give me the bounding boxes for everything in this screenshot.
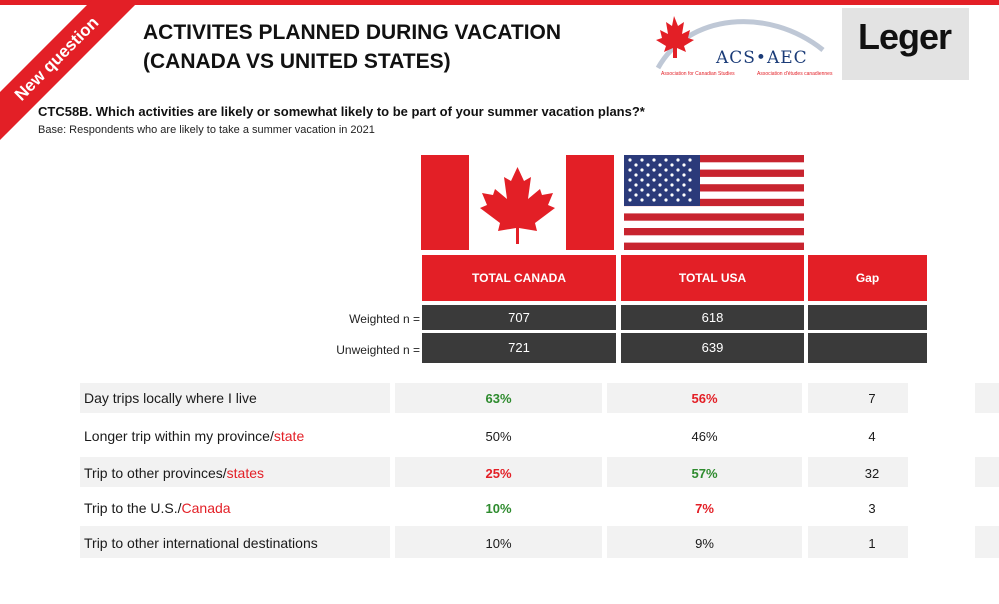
title-line-2: (CANADA VS UNITED STATES) (143, 50, 451, 73)
base-text: Base: Respondents who are likely to take a summer vacation in 2021 (38, 124, 375, 136)
table-cell-usa: 46% (691, 429, 718, 444)
col-header-usa: TOTAL USA (621, 255, 804, 301)
unweighted-gap (808, 333, 927, 363)
unweighted-usa: 639 (621, 333, 804, 363)
table-cell-usa: 57% (691, 466, 718, 481)
weighted-usa: 618 (621, 305, 804, 330)
table-cell-gap: 7 (868, 391, 876, 406)
table-cell-usa: 9% (695, 536, 714, 551)
acs-subtitle-en: Association for Canadian Studies (661, 71, 735, 77)
question-text: CTC58B. Which activities are likely or somewhat likely to be part of your summer vacation plans?* (38, 104, 645, 119)
row-shade (975, 526, 999, 558)
unweighted-label: Unweighted n = (336, 343, 420, 357)
usa-flag (624, 155, 804, 250)
new-question-ribbon: New question (0, 0, 143, 145)
table-row-label: Trip to the U.S./Canada (84, 500, 231, 516)
table-row-label: Day trips locally where I live (84, 390, 257, 406)
table-row-label: Trip to other international destinations (84, 535, 318, 551)
table-cell-canada: 10% (485, 536, 512, 551)
page-title (143, 18, 561, 76)
table-row-label: Trip to other provinces/states (84, 465, 265, 481)
table-cell-usa: 56% (691, 391, 718, 406)
col-header-canada: TOTAL CANADA (422, 255, 616, 301)
acs-subtitle-fr: Association d'études canadiennes (757, 71, 833, 77)
table-cell-canada: 10% (485, 501, 512, 516)
canada-flag (421, 155, 614, 250)
table-cell-canada: 50% (485, 429, 512, 444)
weighted-label: Weighted n = (349, 312, 420, 326)
title-line-1: ACTIVITES PLANNED DURING VACATION (143, 21, 562, 44)
table-cell-usa: 7% (695, 501, 714, 516)
unweighted-canada: 721 (422, 333, 616, 363)
weighted-canada: 707 (422, 305, 616, 330)
table-cell-gap: 3 (868, 501, 876, 516)
row-shade (975, 383, 999, 413)
acs-aec-wordmark: ACS•AEC (716, 48, 808, 68)
table-cell-canada: 25% (485, 466, 512, 481)
leger-wordmark: Leger (858, 16, 952, 57)
table-cell-gap: 1 (868, 536, 876, 551)
table-cell-gap: 4 (868, 429, 876, 444)
table-cell-gap: 32 (864, 466, 880, 481)
table-cell-canada: 63% (485, 391, 512, 406)
row-shade (975, 457, 999, 487)
weighted-gap (808, 305, 927, 330)
col-header-gap: Gap (808, 255, 927, 301)
table-row-label: Longer trip within my province/state (84, 428, 305, 444)
